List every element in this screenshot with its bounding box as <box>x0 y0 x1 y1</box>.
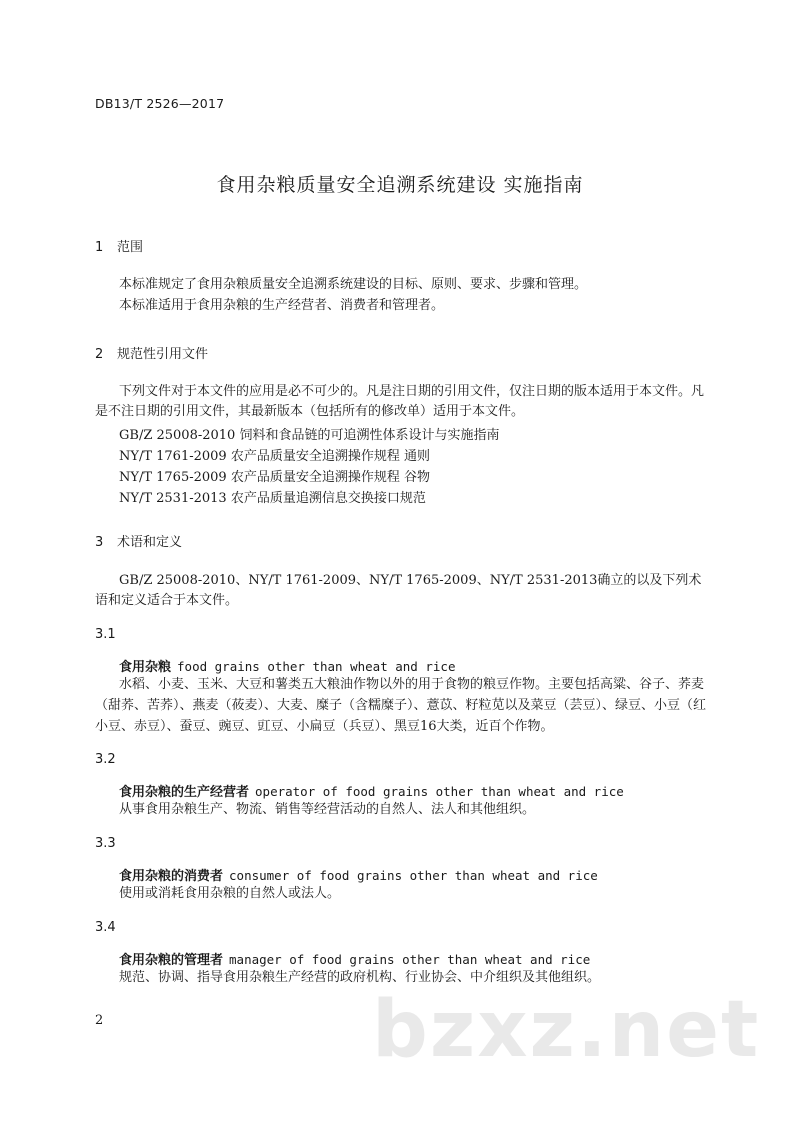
term-zh: 食用杂粮的管理者 <box>119 953 224 968</box>
term-en: food grains other than wheat and rice <box>177 659 456 674</box>
section-1-heading <box>95 236 143 255</box>
term-number: 3.1 <box>95 627 116 642</box>
page-number: 2 <box>95 1013 104 1028</box>
section-title: 规范性引用文件 <box>117 347 209 362</box>
term-definition: 水稻、小麦、玉米、大豆和薯类五大粮油作物以外的用于食物的粮豆作物。主要包括高粱、谷子、荞麦（甜荞、苦荞）、燕麦（莜麦）、大麦、糜子（含糯糜子）、薏苡、籽粒苋以及菜豆（芸豆）、绿豆、小豆（红小豆、赤豆）、蚕豆、豌豆、豇豆、小扁豆（兵豆）、黑豆16大类，近百个作物。 <box>95 677 707 734</box>
term-en: manager of food grains other than wheat and rice <box>229 952 591 967</box>
term-zh: 食用杂粮 <box>119 660 172 675</box>
term-zh: 食用杂粮的生产经营者 <box>119 785 250 800</box>
paragraph: 本标准适用于食用杂粮的生产经营者、消费者和管理者。 <box>119 298 445 313</box>
document-code: DB13/T 2526—2017 <box>95 96 225 111</box>
reference-item: GB/Z 25008-2010 饲料和食品链的可追溯性体系设计与实施指南 <box>119 428 500 443</box>
paragraph: 下列文件对于本文件的应用是必不可少的。凡是注日期的引用文件，仅注日期的版本适用于本文件。凡是不注日期的引用文件，其最新版本（包括所有的修改单）适用于本文件。 <box>95 384 705 419</box>
reference-item: NY/T 2531-2013 农产品质量追溯信息交换接口规范 <box>119 491 426 506</box>
term-zh: 食用杂粮的消费者 <box>119 869 224 884</box>
term-en: consumer of food grains other than wheat and rice <box>229 868 598 883</box>
term-definition: 使用或消耗食用杂粮的自然人或法人。 <box>119 886 341 901</box>
watermark: bzxz.net <box>372 985 761 1075</box>
term-number: 3.3 <box>95 836 116 851</box>
term-en: operator of food grains other than wheat and rice <box>255 784 624 799</box>
section-3-heading <box>95 531 182 550</box>
term-entry <box>119 865 598 884</box>
document-title: 食用杂粮质量安全追溯系统建设 实施指南 <box>216 174 584 196</box>
term-number: 3.2 <box>95 752 116 767</box>
term-definition: 从事食用杂粮生产、物流、销售等经营活动的自然人、法人和其他组织。 <box>119 802 536 817</box>
term-definition: 规范、协调、指导食用杂粮生产经营的政府机构、行业协会、中介组织及其他组织。 <box>119 970 601 985</box>
section-number: 3 <box>95 535 104 550</box>
section-number: 1 <box>95 240 104 255</box>
section-title: 术语和定义 <box>117 535 183 550</box>
section-title: 范围 <box>117 240 144 255</box>
paragraph: GB/Z 25008-2010、NY/T 1761-2009、NY/T 1765-2009、NY/T 2531-2013确立的以及下列术语和定义适合于本文件。 <box>95 573 702 608</box>
reference-item: NY/T 1765-2009 农产品质量安全追溯操作规程 谷物 <box>119 470 430 485</box>
paragraph: 本标准规定了食用杂粮质量安全追溯系统建设的目标、原则、要求、步骤和管理。 <box>119 277 588 292</box>
section-2-heading <box>95 343 208 362</box>
term-entry <box>119 949 590 968</box>
reference-item: NY/T 1761-2009 农产品质量安全追溯操作规程 通则 <box>119 449 430 464</box>
term-entry <box>119 656 455 675</box>
section-number: 2 <box>95 347 104 362</box>
term-number: 3.4 <box>95 920 116 935</box>
term-entry <box>119 781 624 800</box>
